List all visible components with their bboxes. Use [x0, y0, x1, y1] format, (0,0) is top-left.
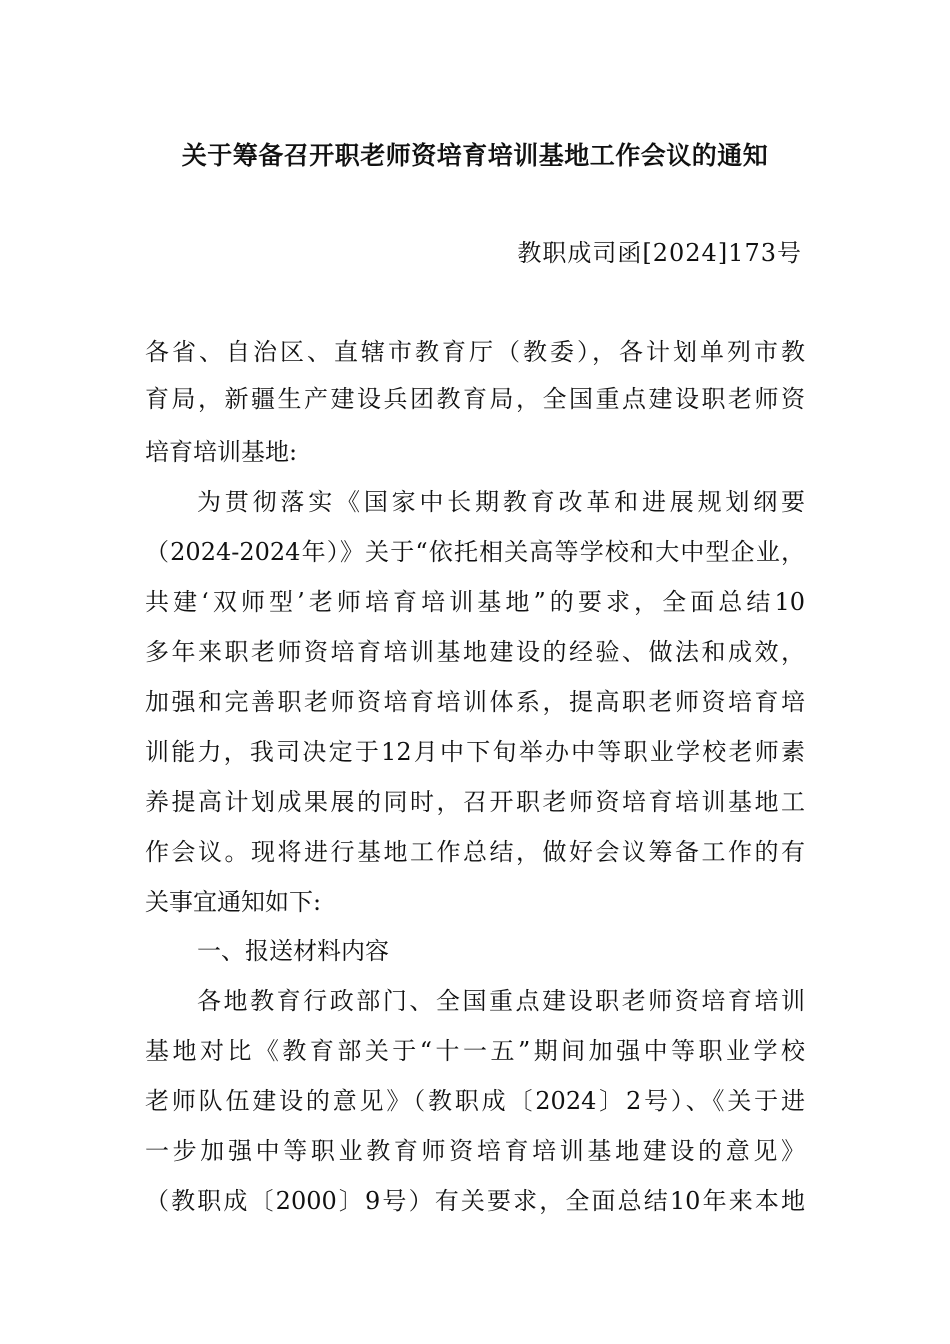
body-line: （教职成〔2000〕9号）有关要求，全面总结10年来本地: [145, 1187, 805, 1215]
body-line: 培育培训基地:: [145, 438, 298, 466]
body-line: 训能力，我司决定于12月中下旬举办中等职业学校老师素: [145, 738, 805, 766]
body-line: （2024-2024年）》关于“依托相关高等学校和大中型企业，: [145, 538, 805, 566]
body-line: 一步加强中等职业教育师资培育培训基地建设的意见》: [145, 1137, 805, 1165]
body-line: 养提高计划成果展的同时，召开职老师资培育培训基地工: [145, 788, 805, 816]
body-line: 为贯彻落实《国家中长期教育改革和进展规划纲要: [197, 488, 805, 516]
body-line: 加强和完善职老师资培育培训体系，提高职老师资培育培: [145, 688, 805, 716]
document-title: 关于筹备召开职老师资培育培训基地工作会议的通知: [181, 141, 769, 170]
body-line: 育局，新疆生产建设兵团教育局，全国重点建设职老师资: [145, 385, 805, 413]
body-line: 各地教育行政部门、全国重点建设职老师资培育培训: [197, 987, 805, 1015]
body-line: 作会议。现将进行基地工作总结，做好会议筹备工作的有: [145, 838, 805, 866]
body-line: 基地对比《教育部关于“十一五”期间加强中等职业学校: [145, 1037, 805, 1065]
document-number: 教职成司函[2024]173号: [517, 239, 802, 267]
section-heading: 一、报送材料内容: [197, 937, 389, 965]
body-line: 各省、自治区、直辖市教育厅（教委），各计划单列市教: [145, 338, 805, 366]
body-line: 共建‘双师型’老师培育培训基地”的要求，全面总结10: [145, 588, 805, 616]
body-line: 老师队伍建设的意见》（教职成〔2024〕2号）、《关于进: [145, 1087, 805, 1115]
body-line: 关事宜通知如下:: [145, 888, 322, 916]
body-line: 多年来职老师资培育培训基地建设的经验、做法和成效，: [145, 638, 805, 666]
